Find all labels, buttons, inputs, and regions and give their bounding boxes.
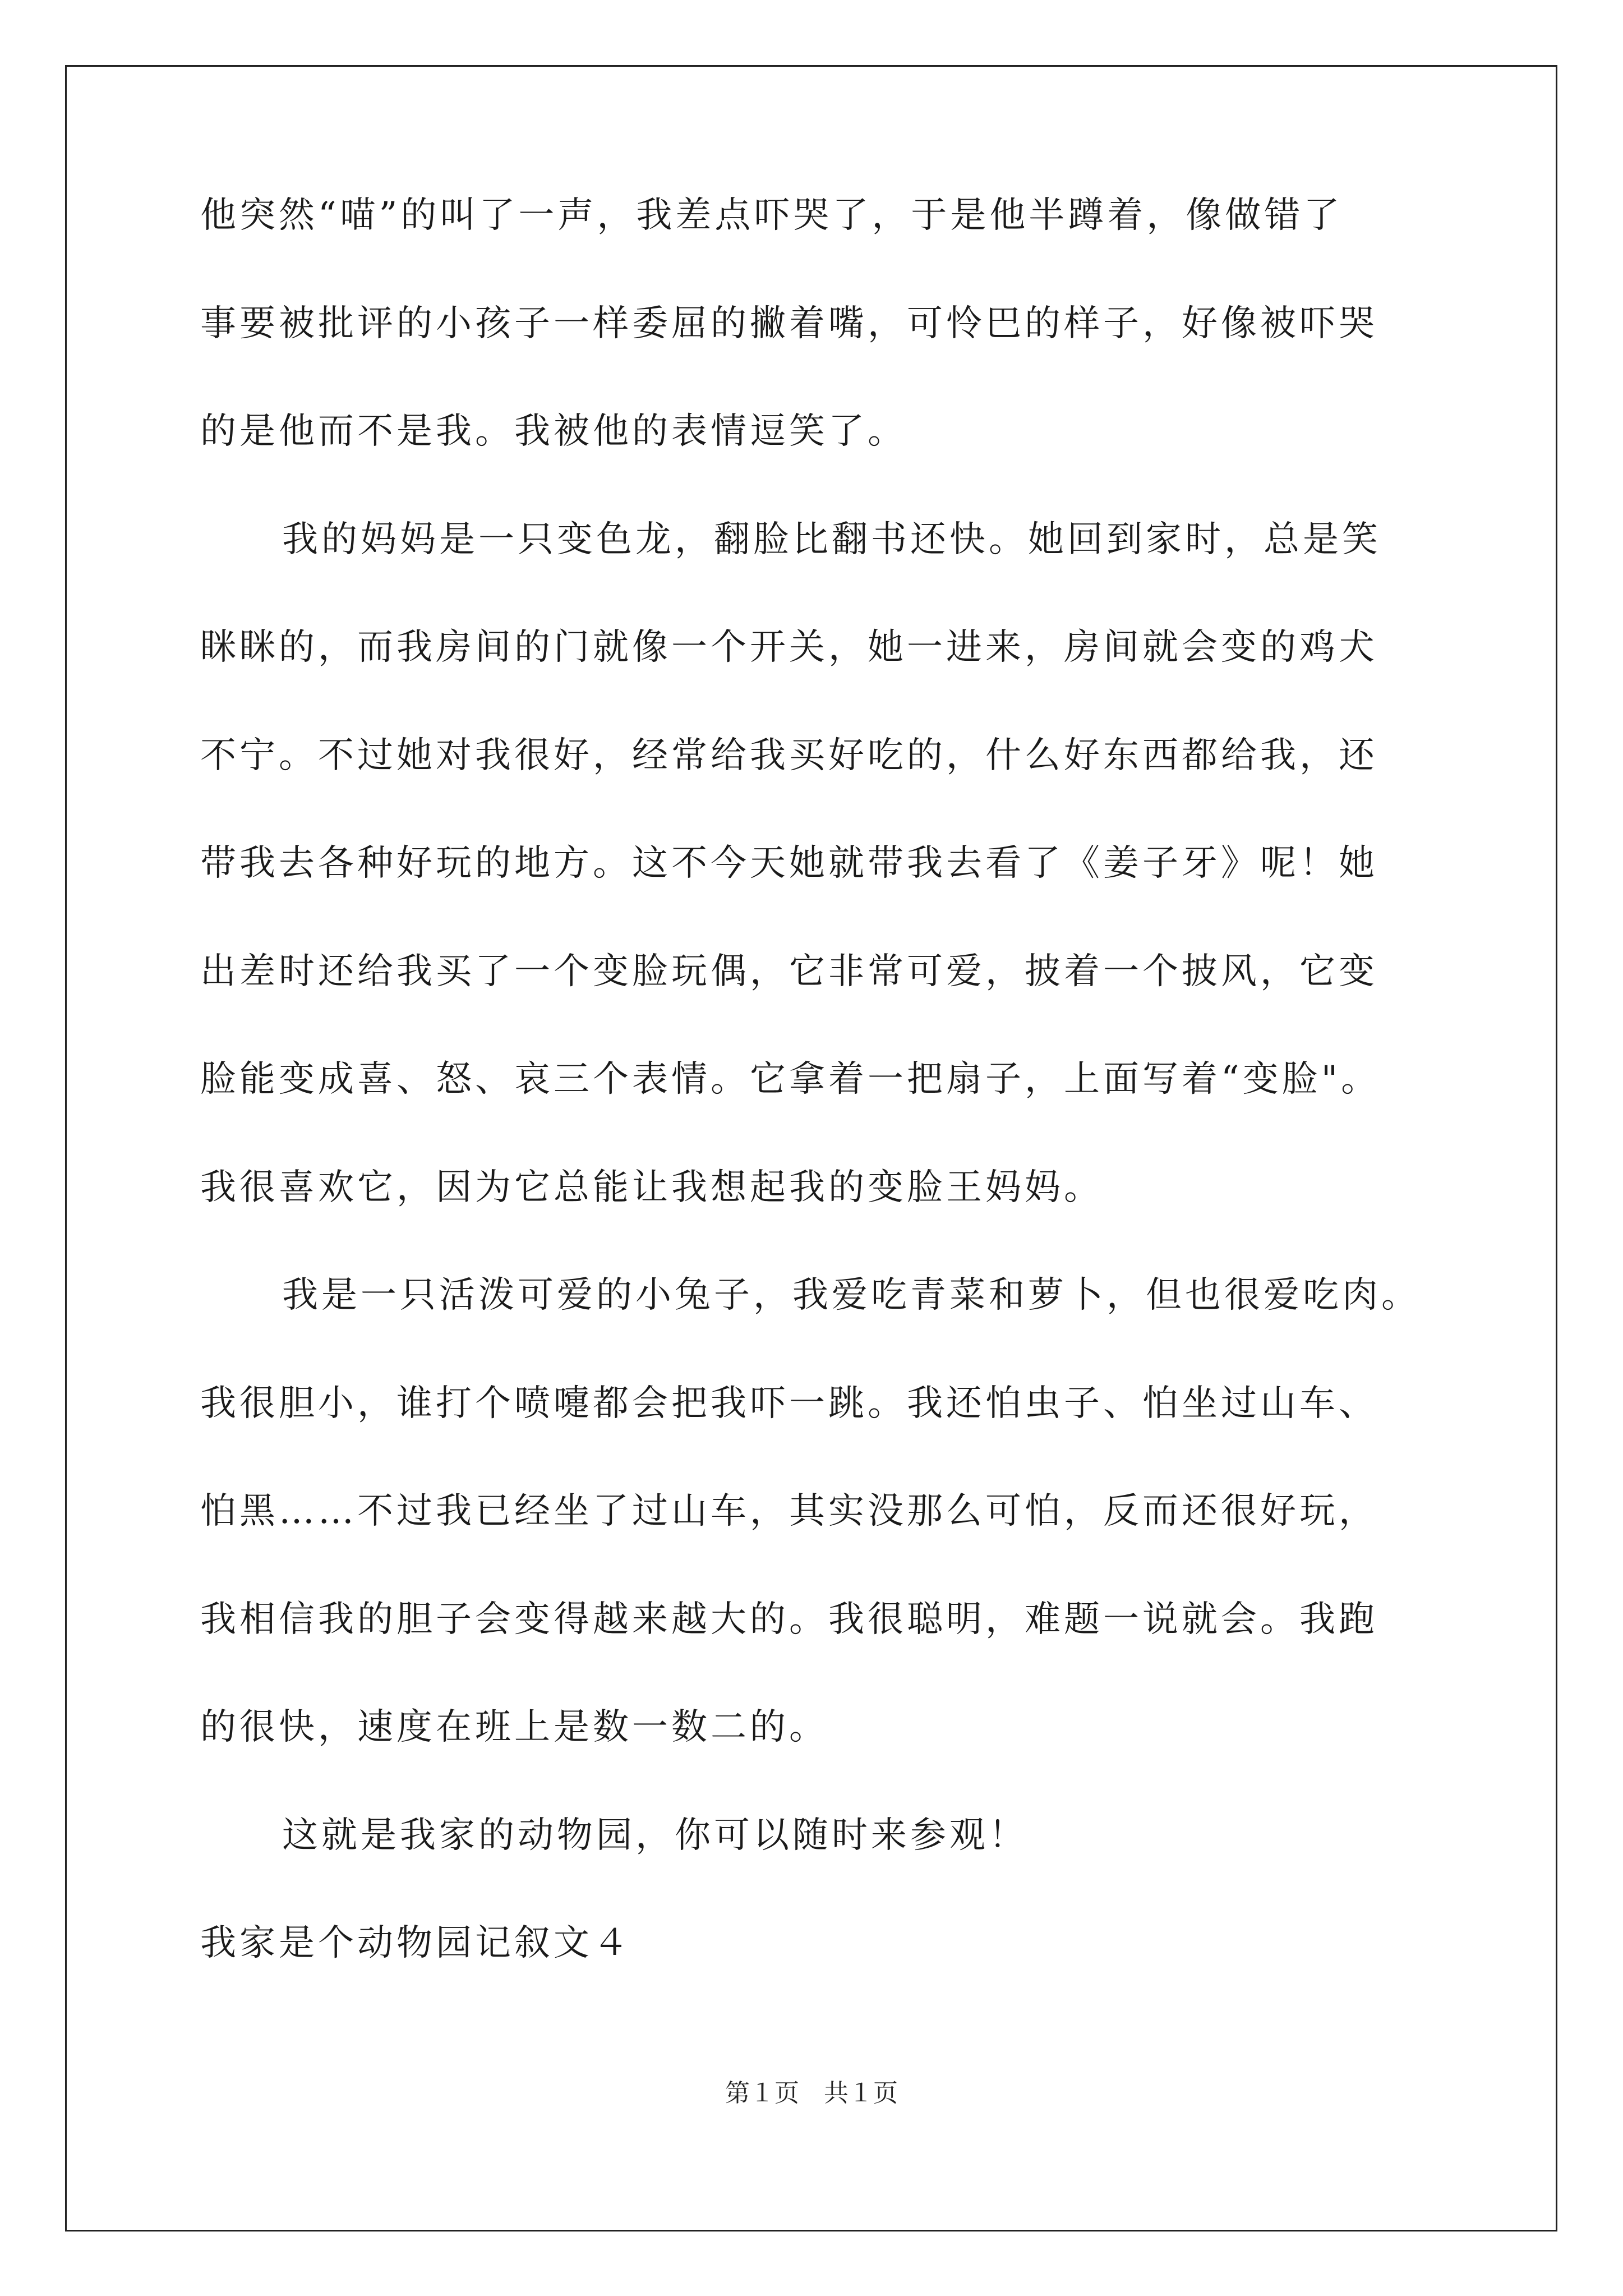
text-line: 出差时还给我买了一个变脸玩偶，它非常可爱，披着一个披风，它变 xyxy=(200,950,1378,992)
page-number-footer: 第１页 共１页 xyxy=(725,2079,898,2108)
text-line: 事要被批评的小孩子一样委屈的撇着嘴，可怜巴的样子，好像被吓哭 xyxy=(200,302,1378,344)
text-line: 的很快，速度在班上是数一数二的。 xyxy=(200,1706,828,1748)
text-line: 我很喜欢它，因为它总能让我想起我的变脸王妈妈。 xyxy=(200,1166,1103,1208)
text-line: 不宁。不过她对我很好，经常给我买好吃的，什么好东西都给我，还 xyxy=(200,734,1378,776)
text-line: 这就是我家的动物园，你可以随时来参观！ xyxy=(282,1814,1028,1856)
text-line: 我很胆小，谁打个喷嚏都会把我吓一跳。我还怕虫子、怕坐过山车、 xyxy=(200,1382,1378,1424)
text-line: 眯眯的，而我房间的门就像一个开关，她一进来，房间就会变的鸡犬 xyxy=(200,627,1378,668)
text-line: 我的妈妈是一只变色龙，翻脸比翻书还快。她回到家时，总是笑 xyxy=(282,518,1381,560)
document-body xyxy=(200,195,1473,1964)
text-line: 他突然“喵”的叫了一声，我差点吓哭了，于是他半蹲着，像做错了 xyxy=(200,195,1343,236)
text-line: 我是一只活泼可爱的小兔子，我爱吃青菜和萝卜，但也很爱吃肉。 xyxy=(282,1274,1421,1316)
text-line: 的是他而不是我。我被他的表情逗笑了。 xyxy=(200,411,907,452)
text-line: 脸能变成喜、怒、哀三个表情。它拿着一把扇子，上面写着“变脸"。 xyxy=(200,1059,1381,1100)
text-line: 我相信我的胆子会变得越来越大的。我很聪明，难题一说就会。我跑 xyxy=(200,1598,1378,1640)
text-line: 怕黑……不过我已经坐了过山车，其实没那么可怕，反而还很好玩， xyxy=(200,1490,1378,1532)
section-heading: 我家是个动物园记叙文４ xyxy=(200,1922,632,1964)
text-line: 带我去各种好玩的地方。这不今天她就带我去看了《姜子牙》呢！她 xyxy=(200,843,1378,884)
